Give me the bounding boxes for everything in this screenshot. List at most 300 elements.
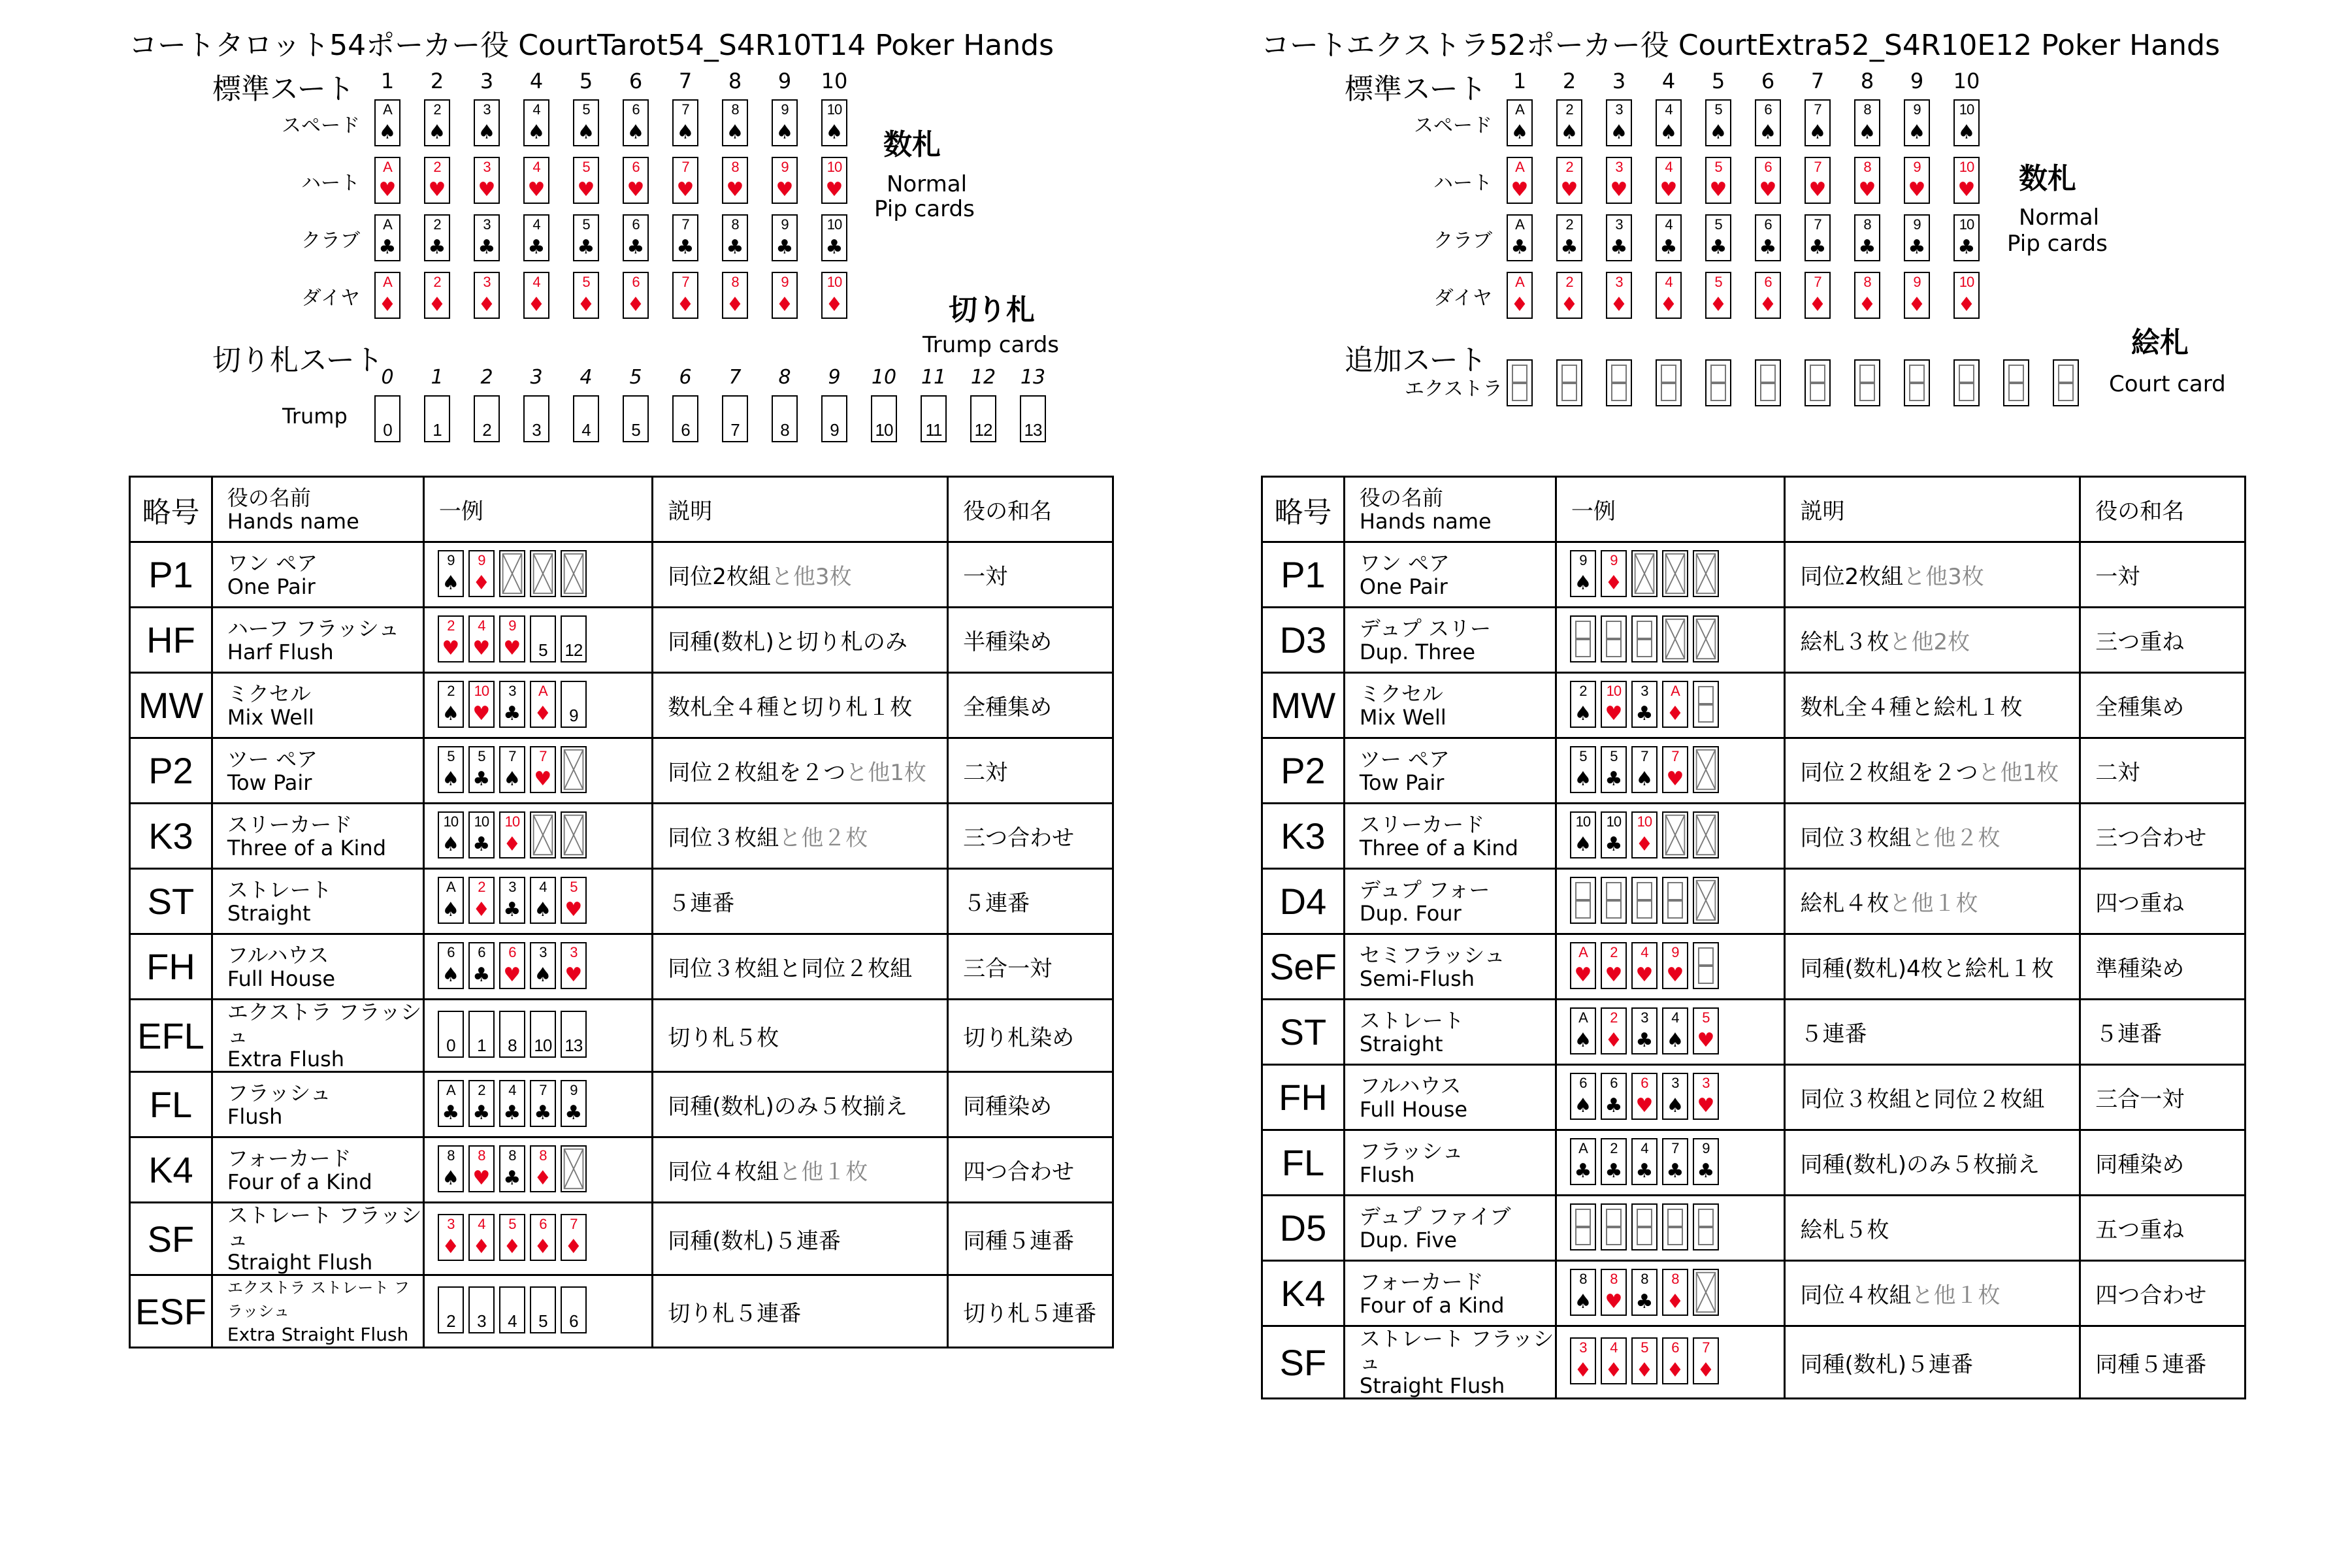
- pip-card: [1631, 1337, 1658, 1384]
- x-mark-icon: [1694, 617, 1718, 661]
- hand-name-en: Tow Pair: [227, 770, 312, 795]
- hand-example: [1556, 608, 1785, 673]
- pip-card: [1631, 681, 1658, 728]
- court-card: [1601, 877, 1627, 924]
- suit-icon: ♣: [1605, 1159, 1623, 1183]
- suit-icon: ♦: [503, 1235, 521, 1258]
- right-pip-title-en-1: Normal: [2019, 204, 2100, 231]
- court-box-bottom: [1909, 382, 1925, 401]
- pip-card-rank: 4: [1671, 1009, 1679, 1026]
- court-box-bottom: [1606, 1226, 1622, 1245]
- pip-card: [1507, 99, 1533, 146]
- hand-abbr: ST: [130, 869, 212, 934]
- pip-card-rank: 10: [1959, 159, 1974, 175]
- hand-description-rest: と他２枚: [1911, 825, 2001, 851]
- pip-card: [1854, 99, 1880, 146]
- pip-card-rank: 3: [1615, 159, 1623, 175]
- pip-card: [561, 1080, 587, 1127]
- pip-card: [438, 1080, 464, 1127]
- pip-card: [1570, 550, 1596, 597]
- hand-name: [1344, 1196, 1556, 1261]
- suit-icon: ♣: [676, 236, 694, 259]
- hand-description: [653, 1275, 948, 1348]
- example-cards: [1570, 1337, 1784, 1387]
- hand-description: [1785, 542, 2080, 608]
- hand-description: [1785, 738, 2080, 804]
- suit-icon: ♥: [1605, 1290, 1623, 1313]
- hand-description: [1785, 869, 2080, 934]
- hand-abbr: MW: [1262, 673, 1345, 738]
- pip-card-rank: 3: [483, 216, 491, 233]
- suit-icon: ♠: [428, 121, 446, 144]
- court-card: [1662, 1203, 1688, 1250]
- example-cards: [438, 811, 651, 861]
- pip-card-rank: 10: [1959, 101, 1974, 118]
- pip-card-rank: A: [1515, 216, 1524, 233]
- pip-card: [672, 99, 698, 146]
- column-number: 3: [480, 69, 494, 93]
- hand-example: [1556, 804, 1785, 869]
- pip-card-rank: 3: [1615, 101, 1623, 118]
- pip-card: [1556, 272, 1582, 319]
- hand-description-rest: と他3枚: [770, 564, 852, 590]
- pip-card: [1631, 1138, 1658, 1185]
- suit-icon: ♠: [1574, 702, 1592, 725]
- court-box-bottom: [1698, 703, 1714, 723]
- suit-icon: ♣: [1605, 1094, 1623, 1117]
- trump-card: [821, 395, 847, 442]
- pip-card-rank: 2: [1610, 943, 1618, 960]
- pip-card-rank: 7: [1702, 1339, 1710, 1356]
- pip-card-rank: 7: [539, 747, 547, 764]
- suit-icon: ♦: [428, 293, 446, 316]
- pip-card-rank: 7: [1814, 274, 1821, 290]
- pip-card-rank: 3: [508, 878, 516, 895]
- pip-card: [1606, 157, 1632, 204]
- pip-card: [523, 157, 549, 204]
- pip-card-rank: 3: [1615, 274, 1623, 290]
- suit-icon: ♦: [472, 1235, 491, 1258]
- hand-name-en: Dup. Three: [1359, 639, 1476, 664]
- suit-icon: ♦: [577, 293, 595, 316]
- pip-card-rank: 5: [1579, 747, 1587, 764]
- hand-description-rest: と他1枚: [1978, 760, 2059, 786]
- left-pip-title-en-2: Pip cards: [874, 196, 975, 222]
- pip-card-rank: 10: [1959, 216, 1974, 233]
- pip-card-rank: 5: [582, 274, 590, 290]
- pip-card-rank: 9: [781, 159, 789, 175]
- pip-card: [499, 1080, 525, 1127]
- pip-card: [530, 877, 556, 924]
- hand-description: [1785, 1326, 2080, 1399]
- pip-card-rank: 5: [582, 216, 590, 233]
- hand-name-ja: フォーカード: [1359, 1269, 1484, 1294]
- example-cards: [1570, 942, 1784, 992]
- x-placeholder-card: [1662, 615, 1688, 662]
- suit-icon: ♠: [825, 121, 843, 144]
- left-table-header-row: [130, 477, 1113, 542]
- court-card: [1601, 615, 1627, 662]
- pip-card: [672, 214, 698, 261]
- hand-row: [1262, 1326, 2246, 1399]
- hand-description: [653, 1072, 948, 1137]
- suit-icon: ♥: [1666, 767, 1684, 791]
- hand-abbr: D3: [1262, 608, 1345, 673]
- right-pip-title-en-2: Pip cards: [2007, 231, 2108, 257]
- hand-name: [212, 1072, 423, 1137]
- suit-icon: ♥: [527, 178, 546, 201]
- trump-card-number: 5: [631, 420, 640, 440]
- hand-example: [423, 1137, 652, 1203]
- suit-icon: ♣: [577, 236, 595, 259]
- suit-icon: ♦: [564, 1235, 583, 1258]
- pip-card: [1953, 157, 1980, 204]
- trump-card: [970, 395, 996, 442]
- x-placeholder-card: [1693, 746, 1719, 793]
- suit-icon: ♠: [442, 832, 460, 856]
- pip-card: [1601, 1073, 1627, 1120]
- suit-icon: ♥: [1605, 702, 1623, 725]
- example-cards: [1570, 746, 1784, 796]
- hand-description-main: 数札全４種と絵札１枚: [1800, 694, 2023, 721]
- pip-card: [561, 877, 587, 924]
- suit-icon: ♣: [1605, 832, 1623, 856]
- pip-card: [1570, 1073, 1596, 1120]
- hand-example: [423, 934, 652, 1000]
- pip-card: [1854, 157, 1880, 204]
- left-trump-row-label: Trump: [282, 404, 348, 429]
- hand-description: [1785, 934, 2080, 1000]
- x-placeholder-card: [561, 550, 587, 597]
- suit-icon: ♠: [442, 571, 460, 595]
- pip-card: [1705, 214, 1731, 261]
- hand-description: [1785, 1000, 2080, 1065]
- pip-card-rank: 8: [478, 1147, 485, 1164]
- hand-example: [1556, 1000, 1785, 1065]
- pip-card: [1705, 157, 1731, 204]
- hand-description-main: 同種(数札)と切り札のみ: [668, 629, 907, 655]
- pip-card: [1693, 1007, 1719, 1054]
- suit-icon: ♣: [1635, 1028, 1654, 1052]
- hand-example: [1556, 869, 1785, 934]
- court-box-bottom: [1698, 964, 1714, 984]
- trump-column-number: 2: [480, 366, 493, 389]
- suit-icon: ♠: [1574, 1290, 1592, 1313]
- court-box-bottom: [1637, 899, 1652, 919]
- court-card: [1854, 359, 1880, 406]
- hand-description-main: 同位2枚組: [1800, 564, 1904, 590]
- left-title: コートタロット54ポーカー役 CourtTarot54_S4R10T14 Poker Hands: [129, 29, 1054, 62]
- hand-name-en: Dup. Five: [1359, 1227, 1458, 1252]
- hand-japanese-name: 全種集め: [948, 673, 1113, 738]
- hand-description-main: 絵札５枚: [1800, 1217, 1889, 1243]
- column-number: 2: [1562, 69, 1576, 93]
- suit-row-label: クラブ: [301, 229, 360, 252]
- example-cards: [438, 877, 651, 926]
- hand-example: [423, 673, 652, 738]
- pip-card: [468, 942, 495, 989]
- x-placeholder-card: [1693, 1269, 1719, 1316]
- hand-name-en: Three of a Kind: [1359, 835, 1518, 860]
- pip-card: [1755, 214, 1781, 261]
- hand-row: [130, 1000, 1113, 1072]
- header-name: [212, 477, 423, 542]
- hand-description-main: 同位３枚組と同位２枚組: [1800, 1086, 2045, 1113]
- suit-icon: ♣: [428, 236, 446, 259]
- right-extra-row-label: エクストラ: [1405, 378, 1503, 400]
- hand-name-en: Straight: [1359, 1031, 1443, 1056]
- pip-card: [1656, 157, 1682, 204]
- pip-card-rank: A: [1515, 101, 1524, 118]
- pip-card-rank: 7: [1814, 216, 1821, 233]
- pip-card: [1631, 1073, 1658, 1120]
- hand-example: [1556, 542, 1785, 608]
- pip-card: [438, 1145, 464, 1192]
- hand-name: [212, 1275, 423, 1348]
- court-box-bottom: [1667, 899, 1683, 919]
- pip-card: [1556, 214, 1582, 261]
- hand-description-main: 同位２枚組を２つ: [1800, 760, 1978, 786]
- hand-name: [1344, 1130, 1556, 1196]
- suit-icon: ♦: [1666, 1359, 1684, 1382]
- header-name-en: Hands name: [1359, 508, 1492, 534]
- court-box-bottom: [2008, 382, 2024, 401]
- suit-icon: ♠: [442, 1166, 460, 1190]
- hand-name-ja: ハーフ フラッシュ: [227, 615, 400, 641]
- pip-card-rank: 9: [508, 617, 516, 634]
- trump-card-number: 13: [564, 1036, 583, 1055]
- pip-card-rank: 4: [508, 1081, 516, 1098]
- pip-card-rank: 10: [474, 682, 489, 699]
- suit-icon: ♥: [428, 178, 446, 201]
- pip-card-rank: 9: [1913, 101, 1921, 118]
- suit-icon: ♠: [378, 121, 397, 144]
- suit-icon: ♦: [1709, 293, 1727, 316]
- pip-card-rank: 7: [681, 274, 689, 290]
- suit-icon: ♥: [472, 702, 491, 725]
- hand-description-main: 同位２枚組を２つ: [668, 760, 846, 786]
- hand-name-ja: ミクセル: [1359, 681, 1443, 706]
- trump-card-number: 12: [974, 420, 992, 440]
- hand-description-main: 同位３枚組: [668, 825, 779, 851]
- suit-icon: ♠: [1709, 121, 1727, 144]
- hand-name: [212, 608, 423, 673]
- suit-icon: ♦: [534, 1166, 552, 1190]
- pip-card-rank: 9: [447, 551, 455, 568]
- suit-icon: ♠: [478, 121, 496, 144]
- x-mark-icon: [562, 813, 585, 857]
- pip-card: [1904, 214, 1930, 261]
- suit-icon: ♥: [472, 1166, 491, 1190]
- hand-japanese-name: 二対: [2080, 738, 2246, 804]
- court-card: [1631, 877, 1658, 924]
- pip-card: [1570, 942, 1596, 989]
- hand-example: [1556, 673, 1785, 738]
- pip-card-rank: 8: [1863, 274, 1871, 290]
- pip-card: [1570, 1138, 1596, 1185]
- hand-name-ja: フルハウス: [227, 942, 329, 968]
- x-placeholder-card: [530, 550, 556, 597]
- pip-card-rank: 3: [447, 1216, 455, 1232]
- hand-abbr: FH: [1262, 1065, 1345, 1130]
- suit-icon: ♥: [1709, 178, 1727, 201]
- hand-japanese-name: 全種集め: [2080, 673, 2246, 738]
- hand-name: [1344, 673, 1556, 738]
- pip-card: [1755, 157, 1781, 204]
- suit-icon: ♣: [726, 236, 744, 259]
- hand-row: [1262, 934, 2246, 1000]
- trump-card-number: 0: [383, 420, 392, 440]
- hand-name: [1344, 1000, 1556, 1065]
- trump-card-number: 12: [564, 640, 583, 660]
- pip-card-rank: 3: [1671, 1074, 1679, 1091]
- pip-card: [374, 157, 400, 204]
- suit-icon: ♥: [1957, 178, 1976, 201]
- court-box-bottom: [1698, 1226, 1714, 1245]
- hand-description: [653, 1137, 948, 1203]
- header-name-en: Hands name: [227, 508, 359, 534]
- trump-card-number: 3: [532, 420, 541, 440]
- hand-name: [212, 673, 423, 738]
- hand-example: [423, 1275, 652, 1348]
- court-box-bottom: [1637, 638, 1652, 657]
- hand-example: [423, 1072, 652, 1137]
- pip-card: [1507, 157, 1533, 204]
- pip-card-rank: 2: [1610, 1009, 1618, 1026]
- column-number: 1: [380, 69, 395, 93]
- pip-card: [1854, 272, 1880, 319]
- hand-name: [1344, 1261, 1556, 1326]
- pip-card-rank: 4: [532, 216, 540, 233]
- hand-description: [653, 542, 948, 608]
- x-placeholder-card: [561, 746, 587, 793]
- hand-name-en: Full House: [1359, 1096, 1468, 1122]
- pip-card-rank: 4: [1665, 274, 1673, 290]
- hand-description: [1785, 1130, 2080, 1196]
- pip-card: [1904, 157, 1930, 204]
- right-court-title-en: Court card: [2109, 371, 2226, 397]
- trump-card-number: 11: [925, 420, 942, 440]
- pip-card-rank: 5: [570, 878, 578, 895]
- suit-icon: ♦: [534, 1235, 552, 1258]
- pip-card: [722, 272, 748, 319]
- hand-description-rest: と他１枚: [779, 1159, 868, 1185]
- x-placeholder-card: [561, 1145, 587, 1192]
- x-mark-icon: [562, 1147, 585, 1191]
- pip-card: [573, 214, 599, 261]
- header-name-ja: 役の名前: [227, 485, 311, 510]
- pip-card-rank: A: [1578, 1009, 1588, 1026]
- hand-description: [1785, 1196, 2080, 1261]
- x-mark-icon: [1694, 813, 1718, 857]
- pip-card-rank: 7: [1671, 1139, 1679, 1156]
- pip-card: [1693, 1073, 1719, 1120]
- trump-card-number: 10: [875, 420, 893, 440]
- pip-card-rank: 7: [570, 1216, 578, 1232]
- trump-card: [523, 395, 549, 442]
- hand-name-en: Flush: [227, 1103, 283, 1129]
- pip-card: [623, 99, 649, 146]
- pip-card-rank: 7: [1814, 159, 1821, 175]
- x-mark-icon: [1694, 878, 1718, 923]
- pip-card-rank: 9: [1671, 943, 1679, 960]
- pip-card-rank: 8: [1863, 101, 1871, 118]
- trump-card: [530, 1011, 556, 1058]
- pip-card: [438, 1214, 464, 1261]
- pip-card: [1755, 99, 1781, 146]
- hand-name-en: Semi-Flush: [1359, 966, 1475, 991]
- hand-row: [1262, 673, 2246, 738]
- trump-card: [438, 1011, 464, 1058]
- suit-icon: ♠: [527, 121, 546, 144]
- suit-icon: ♥: [1908, 178, 1926, 201]
- court-box-bottom: [1810, 382, 1825, 401]
- court-card: [1904, 359, 1930, 406]
- right-table-header-row: [1262, 477, 2246, 542]
- suit-icon: ♥: [442, 636, 460, 660]
- pip-card: [623, 157, 649, 204]
- pip-card: [1556, 157, 1582, 204]
- trump-card: [530, 1286, 556, 1333]
- hand-japanese-name: 三つ合わせ: [2080, 804, 2246, 869]
- pip-card-rank: 9: [478, 551, 485, 568]
- pip-card: [722, 99, 748, 146]
- pip-card: [374, 214, 400, 261]
- hand-description-main: 同種(数札)５連番: [1800, 1351, 1973, 1378]
- pip-card: [561, 1214, 587, 1261]
- header-name: [1344, 477, 1556, 542]
- example-cards: [438, 1214, 651, 1264]
- suit-icon: ♠: [627, 121, 645, 144]
- hand-japanese-name: 切り札染め: [948, 1000, 1113, 1072]
- pip-card-rank: 3: [483, 274, 491, 290]
- pip-card: [1656, 214, 1682, 261]
- court-card: [1570, 615, 1596, 662]
- suit-icon: ♦: [472, 898, 491, 921]
- pip-card-rank: 6: [1641, 1074, 1648, 1091]
- pip-card-rank: 5: [508, 1216, 516, 1232]
- pip-card-rank: 7: [539, 1081, 547, 1098]
- header-desc: 説明: [653, 477, 948, 542]
- hand-example: [423, 804, 652, 869]
- pip-card: [1662, 1269, 1688, 1316]
- example-cards: [1570, 1269, 1784, 1318]
- header-example: 一例: [423, 477, 652, 542]
- pip-card: [374, 272, 400, 319]
- pip-card: [1755, 272, 1781, 319]
- trump-column-number: 0: [381, 366, 394, 389]
- header-jname: 役の和名: [948, 477, 1113, 542]
- suit-icon: ♣: [1709, 236, 1727, 259]
- hand-name-en: Straight Flush: [1359, 1373, 1505, 1398]
- pip-card: [1601, 1138, 1627, 1185]
- suit-icon: ♠: [1908, 121, 1926, 144]
- pip-card-rank: 2: [433, 274, 441, 290]
- column-number: 6: [1761, 69, 1775, 93]
- pip-card: [424, 272, 450, 319]
- pip-card: [821, 99, 847, 146]
- pip-card-rank: 2: [433, 159, 441, 175]
- suit-icon: ♠: [442, 702, 460, 725]
- pip-card-rank: 3: [1615, 216, 1623, 233]
- pip-card-rank: 6: [1610, 1074, 1618, 1091]
- pip-card-rank: 4: [532, 159, 540, 175]
- pip-card: [1656, 272, 1682, 319]
- hand-abbr: P1: [130, 542, 212, 608]
- suit-icon: ♦: [1605, 1359, 1623, 1382]
- suit-icon: ♦: [1605, 571, 1623, 595]
- x-mark-icon: [1694, 1270, 1718, 1315]
